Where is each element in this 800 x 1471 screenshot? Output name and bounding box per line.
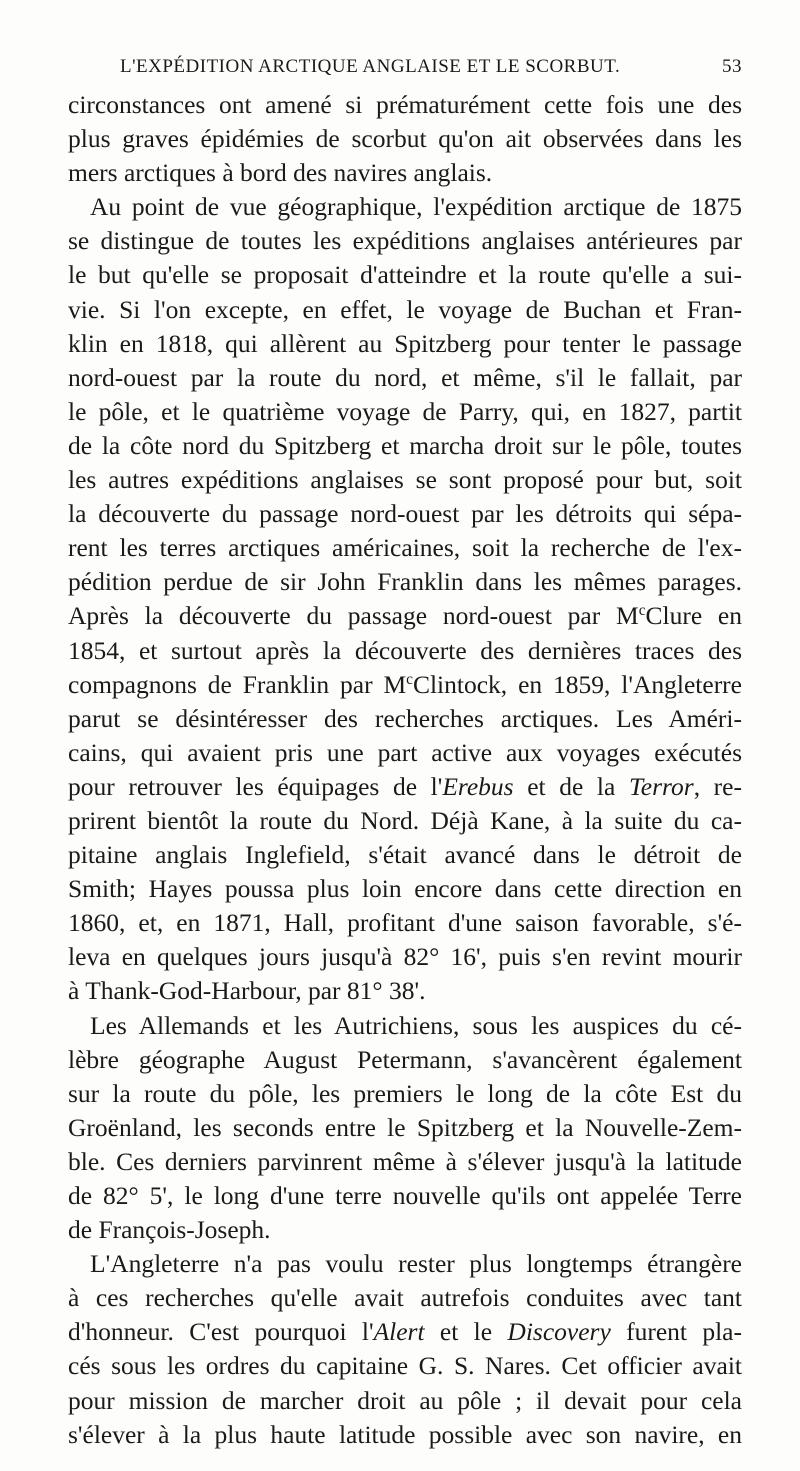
text-segment: et de la [513, 771, 629, 801]
text-line [68, 156, 742, 190]
text-line [68, 429, 742, 463]
text-line [68, 1111, 742, 1145]
text-segment: parut se désintéresser des recherches arctiques. Les Améri- [68, 703, 742, 733]
text-segment: ble. Ces derniers parvinrent même à s'élever jusqu'à la latitude [68, 1146, 742, 1176]
text-segment: lèbre géographe August Petermann, s'avancèrent également [68, 1044, 742, 1074]
text-segment: pour mission de marcher droit au pôle ; il devait pour cela [68, 1385, 742, 1415]
text-segment: plus graves épidémies de scorbut qu'on ait observées dans les [68, 124, 742, 154]
text-segment: le pôle, et le quatrième voyage de Parry, qui, en 1827, partit [68, 396, 742, 426]
text-line [68, 258, 742, 292]
text-line [68, 361, 742, 395]
text-segment: Clure en [645, 601, 742, 631]
text-line [68, 634, 742, 668]
text-segment: Après la découverte du passage nord-ouest par M [68, 601, 639, 631]
text-line [68, 565, 742, 599]
text-segment: cains, qui avaient pris une part active aux voyages exécutés [68, 737, 742, 767]
text-line [68, 940, 742, 974]
text-segment: à ces recherches qu'elle avait autrefois conduites avec tant [68, 1283, 742, 1313]
text-segment: à Thank-God-Harbour, par 81° 38'. [68, 976, 426, 1006]
page-header [68, 56, 742, 86]
text-segment: de 82° 5', le long d'une terre nouvelle qu'ils ont appelée Terre [68, 1181, 742, 1210]
text-line [68, 1281, 742, 1315]
text-segment: pour retrouver les équipages de l' [68, 771, 443, 801]
text-line [68, 838, 742, 872]
text-segment: , re- [693, 771, 742, 801]
text-segment: nord-ouest par la route du nord, et même, s'il le fallait, par [68, 362, 742, 392]
italic-title: Erebus [442, 771, 514, 801]
text-segment: circonstances ont amené si prématurément cette fois une des [68, 90, 742, 119]
text-line [68, 1043, 742, 1077]
text-line [68, 88, 742, 122]
text-line [68, 804, 742, 838]
text-line [68, 1077, 742, 1111]
text-segment: leva en quelques jours jusqu'à 82° 16', puis s'en revint mourir [68, 942, 742, 972]
text-segment: klin en 1818, qui allèrent au Spitzberg pour tenter le passage [68, 328, 742, 358]
text-line [68, 736, 742, 770]
text-line [68, 770, 742, 804]
text-line [68, 974, 742, 1008]
text-line [68, 668, 742, 702]
running-title: L'EXPÉDITION ARCTIQUE ANGLAISE ET LE SCORBUT. [120, 56, 621, 77]
text-segment: mers arctiques à bord des navires anglais. [68, 158, 493, 188]
text-segment: se distingue de toutes les expéditions anglaises antérieures par [68, 226, 742, 256]
text-segment: les autres expéditions anglaises se sont proposé pour but, soit [68, 465, 742, 495]
text-segment: compagnons de Franklin par M [68, 669, 407, 699]
text-line [68, 872, 742, 906]
text-segment: L'Angleterre n'a pas voulu rester plus longtemps étrangère [90, 1249, 742, 1279]
text-segment: sur la route du pôle, les premiers le long de la côte Est du [68, 1078, 742, 1108]
text-line [68, 1213, 742, 1247]
text-segment: la découverte du passage nord-ouest par les détroits qui sépa- [68, 499, 742, 529]
superscript: c [638, 602, 646, 620]
text-line [68, 599, 742, 633]
superscript: c [406, 670, 413, 688]
text-segment: de la côte nord du Spitzberg et marcha droit sur le pôle, toutes [68, 430, 742, 460]
text-segment: d'honneur. C'est pourquoi l' [68, 1317, 374, 1347]
text-segment: pitaine anglais Inglefield, s'était avancé dans le détroit de [68, 840, 742, 870]
text-line [68, 224, 742, 258]
text-line [68, 906, 742, 940]
text-line [68, 1418, 742, 1452]
text-segment: et le [424, 1317, 508, 1347]
text-line [68, 1349, 742, 1383]
text-segment: s'élever à la plus haute latitude possible avec son navire, en [68, 1419, 742, 1449]
text-segment: de François-Joseph. [68, 1215, 271, 1245]
text-segment: prirent bientôt la route du Nord. Déjà Kane, à la suite du ca- [68, 805, 742, 835]
text-segment: vie. Si l'on excepte, en effet, le voyage de Buchan et Fran- [68, 294, 742, 324]
text-line [68, 1315, 742, 1349]
text-line [68, 531, 742, 565]
text-segment: 1860, et, en 1871, Hall, profitant d'une saison favorable, s'é- [68, 908, 742, 938]
text-segment: Clintock, en 1859, l'Angleterre [412, 669, 742, 699]
text-segment: Groënland, les seconds entre le Spitzberg et la Nouvelle-Zem- [68, 1112, 742, 1142]
text-line [68, 463, 742, 497]
text-line [68, 1009, 742, 1043]
page-number: 53 [722, 56, 742, 77]
body-text [68, 88, 742, 1452]
text-line [68, 1384, 742, 1418]
italic-title: Alert [373, 1317, 425, 1347]
text-segment: cés sous les ordres du capitaine G. S. Nares. Cet officier avait [68, 1351, 742, 1381]
italic-title: Discovery [507, 1317, 611, 1347]
italic-title: Terror [628, 771, 694, 801]
text-line [68, 1179, 742, 1213]
text-line [68, 190, 742, 224]
text-line [68, 1247, 742, 1281]
text-segment: pédition perdue de sir John Franklin dans les mêmes parages. [68, 567, 742, 597]
text-line [68, 497, 742, 531]
text-segment: Smith; Hayes poussa plus loin encore dans cette direction en [68, 874, 742, 904]
text-line [68, 327, 742, 361]
text-line [68, 122, 742, 156]
text-segment: furent pla- [610, 1317, 742, 1347]
text-segment: Au point de vue géographique, l'expédition arctique de 1875 [90, 192, 742, 222]
text-segment: le but qu'elle se proposait d'atteindre et la route qu'elle a sui- [68, 260, 742, 290]
text-segment: rent les terres arctiques américaines, soit la recherche de l'ex- [68, 533, 742, 563]
text-line [68, 1145, 742, 1179]
text-segment: 1854, et surtout après la découverte des dernières traces des [68, 635, 742, 665]
text-line [68, 702, 742, 736]
text-segment: Les Allemands et les Autrichiens, sous les auspices du cé- [90, 1010, 742, 1040]
text-line [68, 293, 742, 327]
text-line [68, 395, 742, 429]
